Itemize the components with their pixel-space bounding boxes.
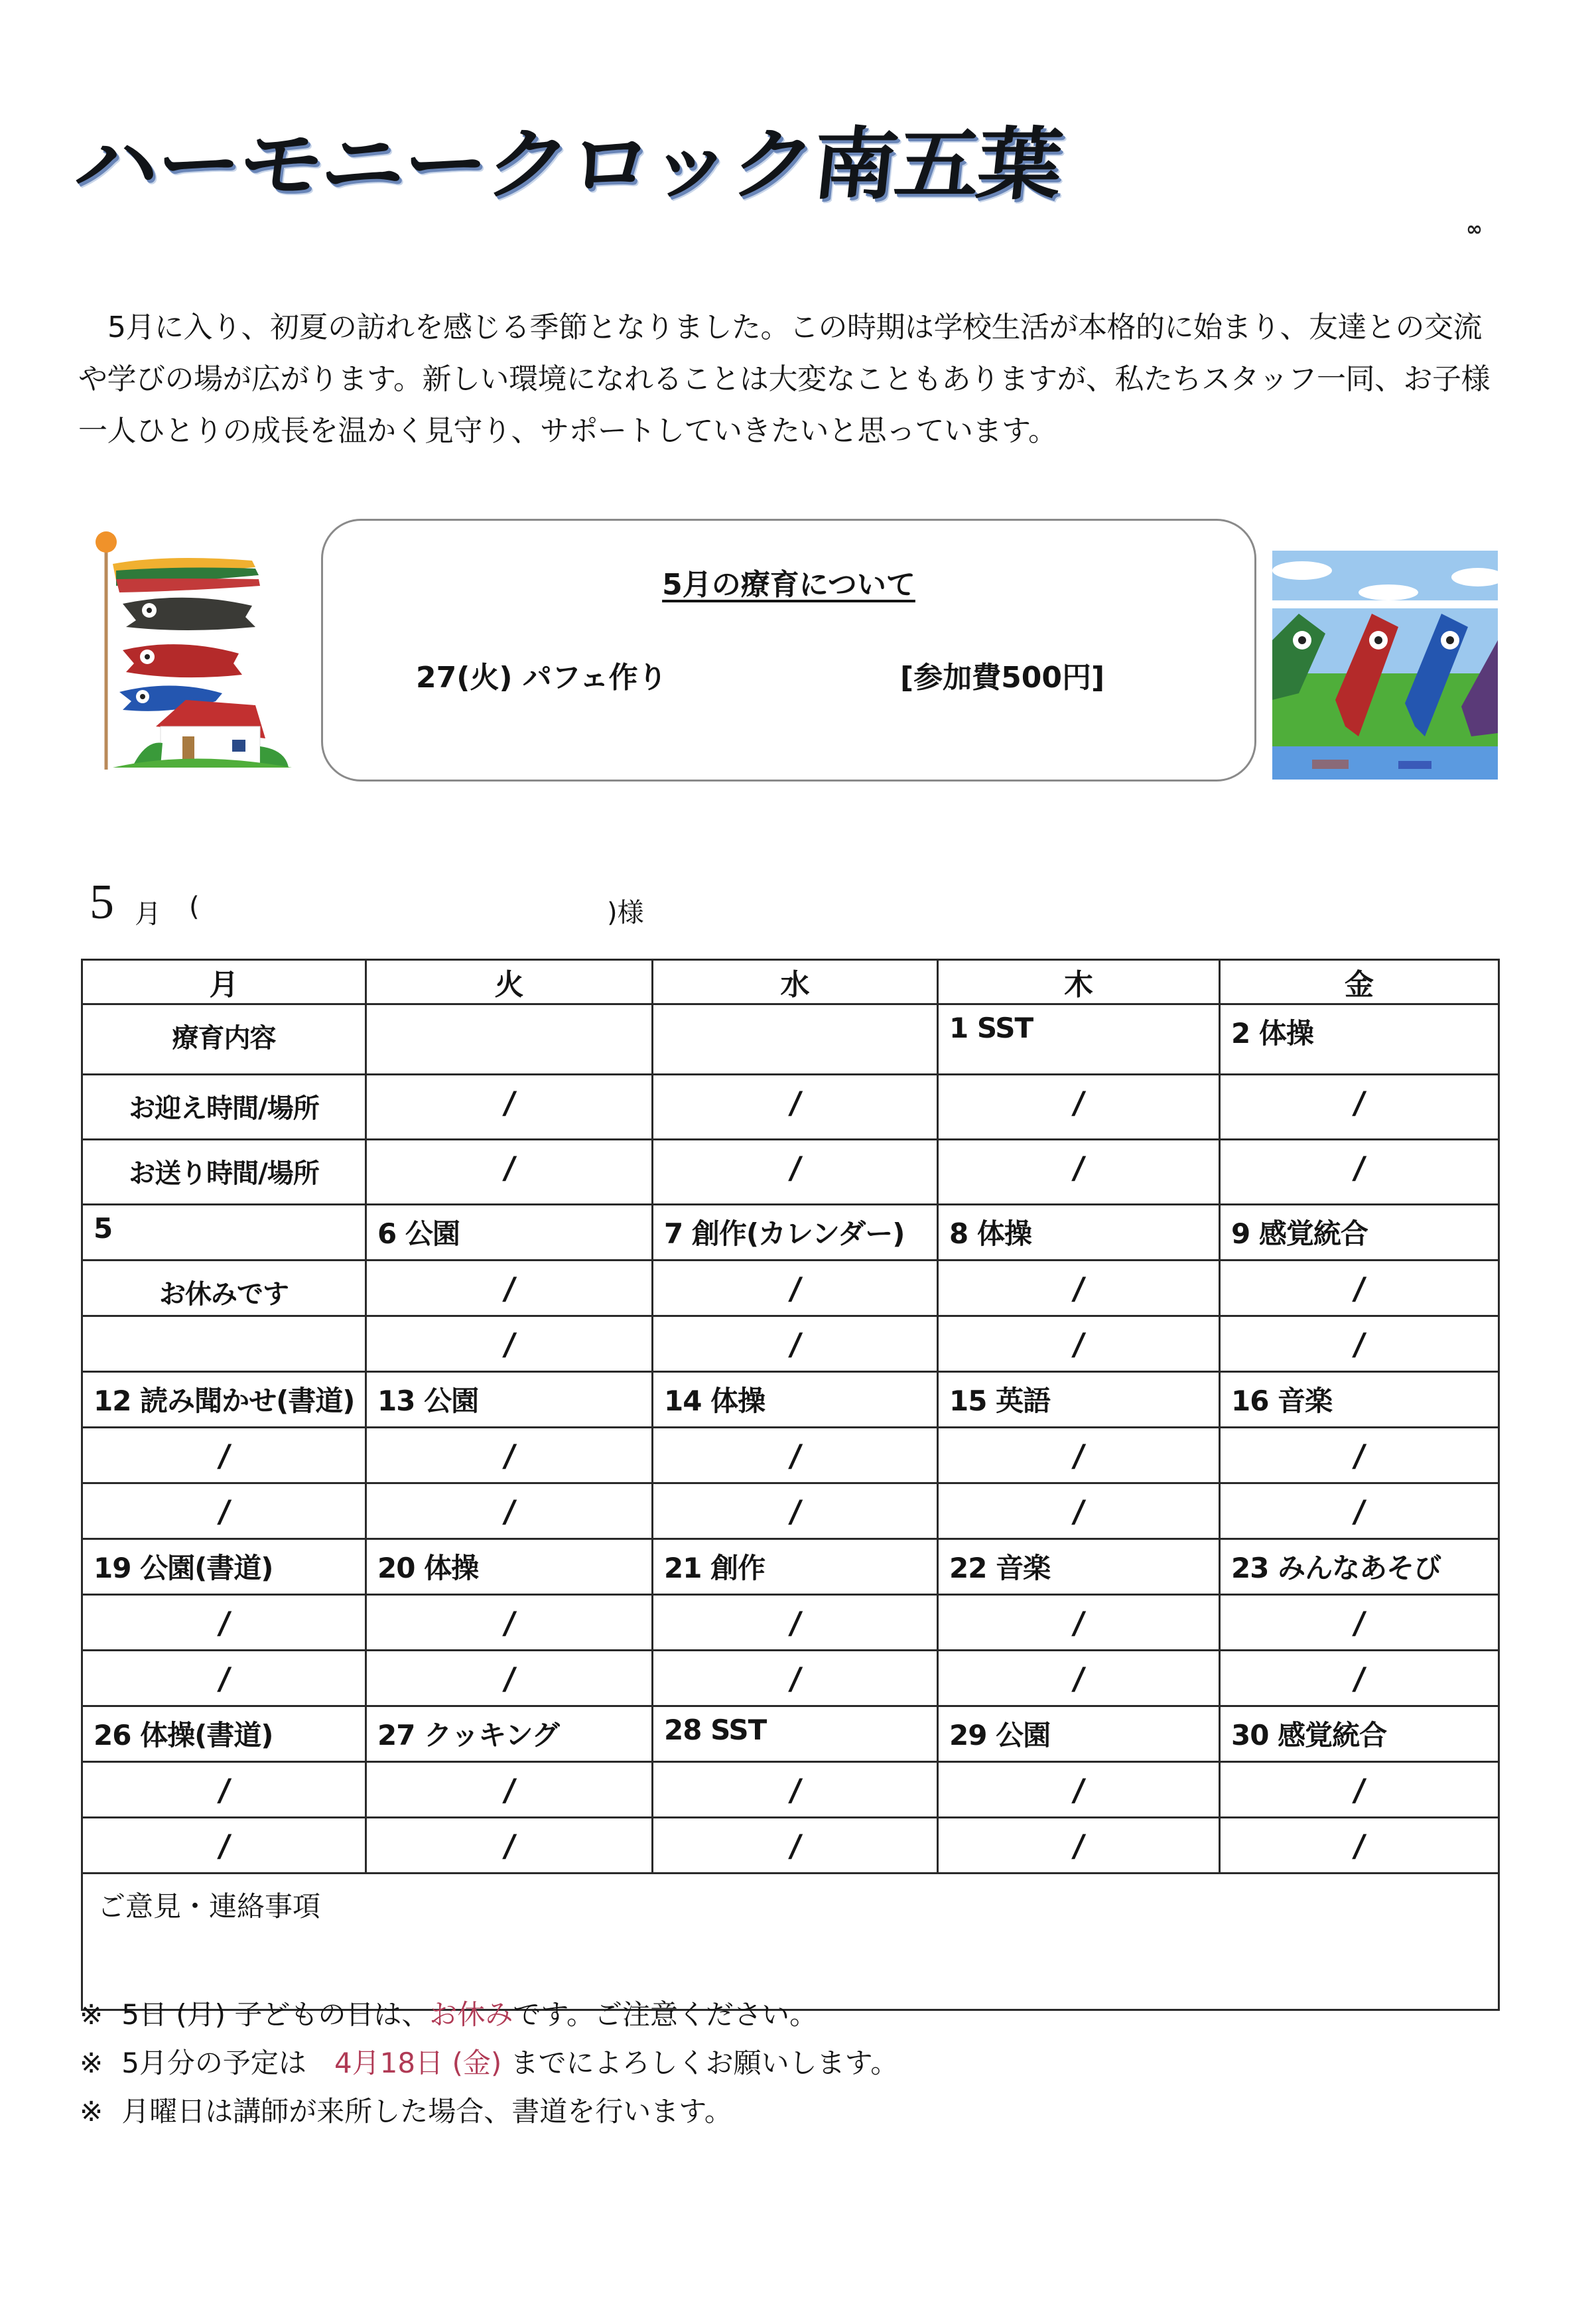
activity-label: 27 クッキング [377,1719,559,1751]
schedule-row-pickup [82,1075,1499,1140]
activity-label: 22 音楽 [949,1552,1051,1584]
schedule-cell-activity[interactable] [653,1706,938,1762]
time-place-separator: / [501,1085,518,1121]
page-title: ハーモニークロック南五葉 [69,119,1065,210]
schedule-cell-pickup[interactable] [1220,1595,1499,1651]
koinobori-house-illustration [86,527,299,780]
schedule-cell-dropoff[interactable] [82,1651,366,1706]
schedule-cell-pickup[interactable] [938,1762,1220,1818]
time-place-separator: / [501,1438,518,1473]
schedule-cell-dropoff[interactable] [1220,1316,1499,1372]
time-place-separator: / [501,1828,518,1864]
time-place-separator: / [787,1493,804,1529]
time-place-separator: / [1071,1605,1087,1641]
activity-label: 16 音楽 [1231,1385,1333,1417]
schedule-cell-pickup[interactable] [82,1261,366,1316]
activity-label: 5 [94,1212,113,1245]
schedule-cell-dropoff[interactable] [653,1483,938,1539]
activity-label: 15 英語 [949,1385,1051,1417]
schedule-row-activity [82,1004,1499,1075]
schedule-cell-activity[interactable] [938,1539,1220,1595]
activity-label: 29 公園 [949,1719,1051,1751]
activity-label: 26 体操(書道) [94,1719,273,1751]
time-place-separator: / [1071,1438,1087,1473]
schedule-cell-activity[interactable] [1220,1004,1499,1075]
time-place-separator: / [1351,1661,1368,1696]
schedule-cell-dropoff[interactable] [653,1818,938,1874]
time-place-separator: / [1351,1270,1368,1306]
schedule-cell-dropoff[interactable] [82,1316,366,1372]
time-place-separator: / [1071,1493,1087,1529]
schedule-row-dropoff [82,1483,1499,1539]
schedule-cell-activity[interactable] [366,1004,653,1075]
month-number: 5 [90,875,114,929]
schedule-cell-pickup[interactable] [938,1428,1220,1483]
time-place-separator: / [501,1150,518,1186]
schedule-cell-dropoff[interactable] [366,1818,653,1874]
schedule-cell-pickup[interactable] [366,1261,653,1316]
schedule-cell-dropoff[interactable] [1220,1818,1499,1874]
time-place-separator: / [1351,1085,1368,1121]
schedule-cell-dropoff[interactable] [938,1818,1220,1874]
schedule-cell-activity[interactable] [653,1372,938,1428]
time-place-separator: / [1071,1661,1087,1696]
activity-label: 21 創作 [664,1552,765,1584]
schedule-cell-dropoff[interactable] [1220,1140,1499,1205]
schedule-cell-dropoff[interactable] [366,1651,653,1706]
schedule-cell-activity[interactable] [938,1205,1220,1261]
month-kanji: 月 [135,899,161,929]
weekday-header: 月 [82,960,366,1004]
schedule-cell-dropoff[interactable] [1220,1483,1499,1539]
time-place-separator: / [787,1150,804,1186]
time-place-separator: / [1351,1828,1368,1864]
schedule-cell-dropoff[interactable] [1220,1651,1499,1706]
schedule-cell-pickup[interactable] [938,1261,1220,1316]
activity-label: 2 体操 [1231,1017,1313,1050]
recipient-name-line [90,874,660,927]
schedule-cell-pickup[interactable] [82,1428,366,1483]
time-place-separator: / [1351,1493,1368,1529]
activity-label: 12 読み聞かせ(書道) [94,1385,355,1417]
time-place-separator: / [787,1438,804,1473]
schedule-cell-pickup[interactable] [1220,1428,1499,1483]
schedule-row-activity [82,1372,1499,1428]
time-place-separator: / [501,1270,518,1306]
schedule-cell-activity[interactable] [938,1372,1220,1428]
footnote-highlight: お休み [429,1998,513,2031]
schedule-cell-activity[interactable] [82,1706,366,1762]
schedule-cell-pickup[interactable] [653,1595,938,1651]
footnote-highlight: 4月18日 (金) [334,2047,502,2079]
schedule-row-dropoff [82,1316,1499,1372]
comments-field[interactable] [82,1874,1499,2010]
activity-label: 28 SST [664,1714,767,1746]
schedule-cell-activity[interactable] [366,1372,653,1428]
schedule-cell-dropoff[interactable] [938,1483,1220,1539]
schedule-cell-activity[interactable] [82,1539,366,1595]
schedule-cell-pickup[interactable] [1220,1762,1499,1818]
schedule-cell-activity[interactable] [1220,1372,1499,1428]
schedule-cell-activity[interactable] [938,1706,1220,1762]
reference-mark: ※ [80,1998,103,2031]
schedule-body [82,1004,1499,1874]
time-place-separator: / [216,1772,233,1808]
schedule-row-pickup [82,1261,1499,1316]
schedule-row-activity [82,1706,1499,1762]
time-place-separator: / [787,1605,804,1641]
time-place-separator: / [1071,1828,1087,1864]
notice-heading [323,561,1254,603]
time-place-separator: / [1351,1438,1368,1473]
notice-fee: [参加費500円] [900,661,1105,695]
schedule-cell-pickup[interactable] [366,1595,653,1651]
row-label-pickup: お迎え時間/場所 [129,1093,319,1124]
schedule-table [81,959,1500,2011]
schedule-cell-dropoff[interactable] [82,1140,366,1205]
time-place-separator: / [501,1661,518,1696]
activity-label: 6 公園 [377,1217,460,1250]
weekday-header: 木 [938,960,1220,1004]
time-place-separator: / [501,1493,518,1529]
weekday-header: 水 [653,960,938,1004]
schedule-cell-activity[interactable] [653,1539,938,1595]
schedule-cell-pickup[interactable] [366,1075,653,1140]
schedule-row-dropoff [82,1651,1499,1706]
time-place-separator: / [1071,1270,1087,1306]
koinobori-house-icon [86,527,299,780]
schedule-cell-dropoff[interactable] [653,1140,938,1205]
activity-label: 13 公園 [377,1385,479,1417]
schedule-row-dropoff [82,1140,1499,1205]
closed-notice: お休みです [159,1279,289,1310]
schedule-cell-activity[interactable] [366,1706,653,1762]
time-place-separator: / [1351,1326,1368,1362]
time-place-separator: / [501,1326,518,1362]
name-honorific: )様 [607,898,644,928]
weekday-header: 金 [1220,960,1499,1004]
schedule-cell-dropoff[interactable] [366,1483,653,1539]
schedule-row-activity [82,1205,1499,1261]
time-place-separator: / [787,1772,804,1808]
schedule-cell-activity[interactable] [1220,1706,1499,1762]
weekday-header: 火 [366,960,653,1004]
activity-label: 7 創作(カレンダー) [664,1217,905,1250]
schedule-cell-dropoff[interactable] [82,1818,366,1874]
schedule-cell-pickup[interactable] [1220,1075,1499,1140]
time-place-separator: / [1071,1772,1087,1808]
schedule-row-pickup [82,1595,1499,1651]
schedule-cell-dropoff[interactable] [653,1651,938,1706]
schedule-cell-activity[interactable] [653,1205,938,1261]
activity-label: 14 体操 [664,1385,765,1417]
schedule-cell-activity[interactable] [366,1205,653,1261]
schedule-cell-activity[interactable] [1220,1539,1499,1595]
footnote-text: までによろしくお願いします。 [501,2047,899,2079]
time-place-separator: / [501,1605,518,1641]
footnotes [80,1990,898,2136]
footnote [80,1990,898,2039]
schedule-cell-pickup[interactable] [653,1075,938,1140]
koinobori-river-icon [1272,541,1498,780]
footnote-text: 5月分の予定は [121,2047,334,2079]
row-label-dropoff: お送り時間/場所 [129,1158,319,1189]
schedule-cell-pickup[interactable] [82,1595,366,1651]
schedule-cell-activity[interactable] [938,1004,1220,1075]
infinity-mark: ∞ [1466,218,1483,241]
schedule-cell-activity[interactable] [82,1372,366,1428]
koinobori-river-illustration [1272,541,1498,780]
comments-label: ご意見・連絡事項 [98,1890,321,1923]
schedule-cell-dropoff[interactable] [938,1316,1220,1372]
activity-label: 19 公園(書道) [94,1552,273,1584]
notice-event: 27(火) パフェ作り [416,661,667,695]
schedule-row-pickup [82,1762,1499,1818]
time-place-separator: / [1351,1150,1368,1186]
weekday-header-row [82,960,1499,1004]
time-place-separator: / [787,1326,804,1362]
schedule-cell-pickup[interactable] [938,1595,1220,1651]
schedule-cell-dropoff[interactable] [938,1651,1220,1706]
footnote-text: 5日 (月) 子どもの日は、 [121,1998,430,2031]
schedule-row-pickup [82,1428,1499,1483]
schedule-cell-activity[interactable] [82,1205,366,1261]
footnote [80,2087,898,2136]
schedule-cell-pickup[interactable] [653,1261,938,1316]
schedule-cell-dropoff[interactable] [366,1316,653,1372]
time-place-separator: / [216,1661,233,1696]
schedule-cell-dropoff[interactable] [82,1483,366,1539]
schedule-cell-pickup[interactable] [82,1762,366,1818]
time-place-separator: / [1071,1150,1087,1186]
schedule-cell-pickup[interactable] [938,1075,1220,1140]
monthly-notice-box [321,519,1256,782]
time-place-separator: / [1071,1085,1087,1121]
schedule-cell-dropoff[interactable] [938,1140,1220,1205]
reference-mark: ※ [80,2095,103,2128]
schedule-cell-activity[interactable] [653,1004,938,1075]
time-place-separator: / [787,1270,804,1306]
comments-row [82,1874,1499,2010]
schedule-cell-activity[interactable] [1220,1205,1499,1261]
schedule-cell-pickup[interactable] [1220,1261,1499,1316]
time-place-separator: / [787,1085,804,1121]
time-place-separator: / [787,1661,804,1696]
time-place-separator: / [1351,1605,1368,1641]
schedule-cell-activity[interactable] [366,1539,653,1595]
time-place-separator: / [1071,1326,1087,1362]
intro-section [78,302,1504,457]
footnote [80,2039,898,2087]
row-label-activity: 療育内容 [172,1023,276,1054]
intro-paragraph: 5月に入り、初夏の訪れを感じる季節となりました。この時期は学校生活が本格的に始まり、友達との交流や学びの場が広がります。新しい環境になれることは大変なこともありますが、私たちスタッフ一同、お子様一人ひとりの成長を温かく見守り、サポートしていきたいと思っています。 [78,310,1490,448]
schedule-cell-dropoff[interactable] [366,1140,653,1205]
schedule-cell-pickup[interactable] [653,1762,938,1818]
time-place-separator: / [787,1828,804,1864]
footnote-text: 月曜日は講師が来所した場合、書道を行います。 [121,2095,732,2128]
time-place-separator: / [1351,1772,1368,1808]
time-place-separator: / [216,1828,233,1864]
activity-label: 23 みんなあそび [1231,1552,1441,1584]
schedule-cell-dropoff[interactable] [653,1316,938,1372]
activity-label: 30 感覚統合 [1231,1719,1387,1751]
footnote-text: です。ご注意ください。 [513,1998,818,2031]
schedule-cell-pickup[interactable] [366,1428,653,1483]
activity-label: 9 感覚統合 [1231,1217,1368,1250]
name-open-paren: ( [189,892,200,922]
time-place-separator: / [216,1605,233,1641]
time-place-separator: / [216,1493,233,1529]
schedule-cell-pickup[interactable] [366,1762,653,1818]
activity-label: 20 体操 [377,1552,479,1584]
time-place-separator: / [501,1772,518,1808]
activity-label: 8 体操 [949,1217,1031,1250]
reference-mark: ※ [80,2047,103,2079]
schedule-row-activity [82,1539,1499,1595]
schedule-row-dropoff [82,1818,1499,1874]
activity-label: 1 SST [949,1012,1033,1044]
schedule-cell-pickup[interactable] [653,1428,938,1483]
time-place-separator: / [216,1438,233,1473]
schedule-cell-pickup[interactable] [82,1075,366,1140]
schedule-cell-activity[interactable] [82,1004,366,1075]
notice-heading-text: 5月の療育について [662,568,915,602]
